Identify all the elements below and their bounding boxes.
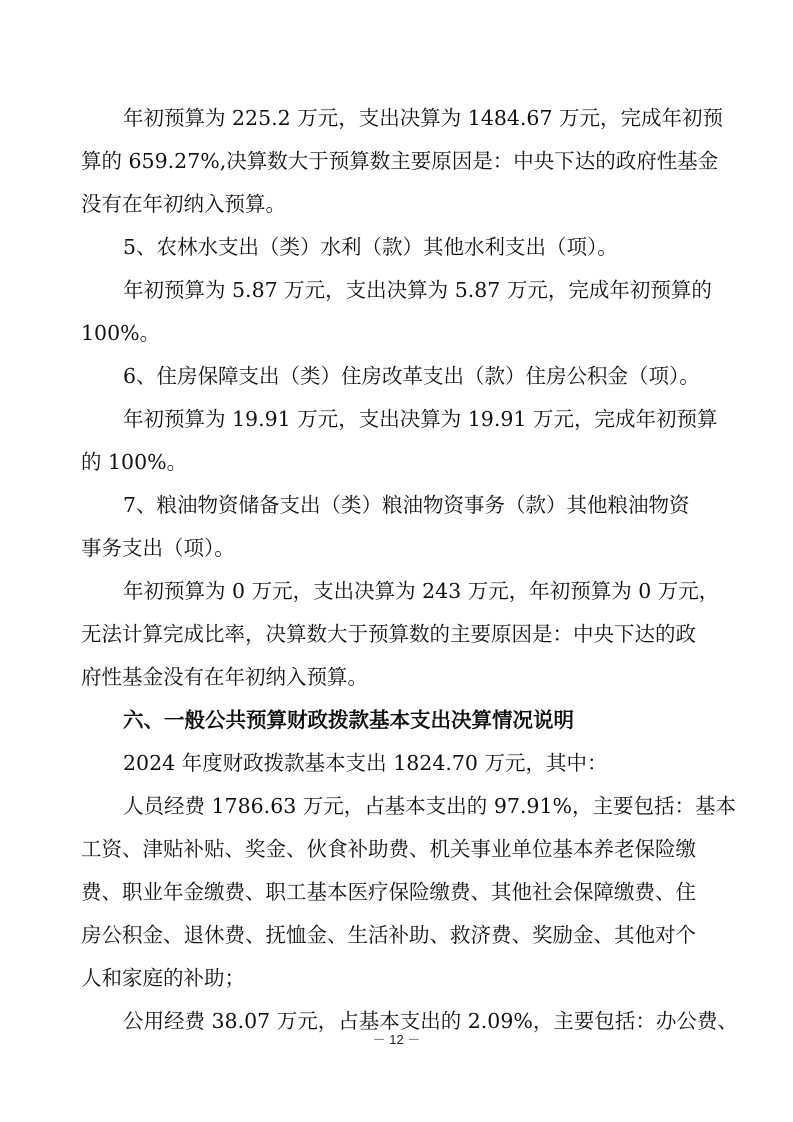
section-item-heading: 7、粮油物资储备支出（类）粮油物资事务（款）其他粮油物资: [123, 493, 690, 517]
text-line: 府性基金没有在年初纳入预算。: [81, 665, 368, 689]
text-line: 算的 659.27%,决算数大于预算数主要原因是：中央下达的政府性基金: [81, 149, 719, 173]
text-line: 年初预算为 5.87 万元，支出决算为 5.87 万元，完成年初预算的: [123, 278, 712, 302]
text-line: 年初预算为 225.2 万元，支出决算为 1484.67 万元，完成年初预: [123, 106, 724, 130]
text-line: 房公积金、退休费、抚恤金、生活补助、救济费、奖励金、其他对个: [81, 923, 696, 947]
text-line: 无法计算完成比率，决算数大于预算数的主要原因是：中央下达的政: [81, 622, 696, 646]
text-line: 人员经费 1786.63 万元，占基本支出的 97.91%，主要包括：基本: [123, 794, 736, 818]
text-line: 2024 年度财政拨款基本支出 1824.70 万元，其中：: [123, 751, 608, 775]
text-line: 工资、津贴补贴、奖金、伙食补助费、机关事业单位基本养老保险缴: [81, 837, 696, 861]
text-line: 100%。: [81, 321, 161, 345]
text-line: 年初预算为 19.91 万元，支出决算为 19.91 万元，完成年初预算: [123, 407, 718, 431]
text-line: 没有在年初纳入预算。: [81, 192, 286, 216]
text-line: 费、职业年金缴费、职工基本医疗保险缴费、其他社会保障缴费、住: [81, 880, 696, 904]
page-number: － 12 －: [372, 1032, 421, 1047]
text-line: 事务支出（项）。: [81, 536, 235, 560]
section-item-heading: 6、住房保障支出（类）住房改革支出（款）住房公积金（项）。: [123, 364, 700, 388]
section-item-heading: 5、农林水支出（类）水利（款）其他水利支出（项）。: [123, 235, 618, 259]
text-line: 的 100%。: [81, 450, 188, 474]
text-line: 年初预算为 0 万元，支出决算为 243 万元，年初预算为 0 万元，: [123, 579, 720, 603]
text-line: 公用经费 38.07 万元，占基本支出的 2.09%，主要包括：办公费、: [123, 1009, 738, 1033]
text-line: 人和家庭的补助；: [81, 966, 245, 990]
section-heading: 六、一般公共预算财政拨款基本支出决算情况说明: [123, 708, 574, 732]
